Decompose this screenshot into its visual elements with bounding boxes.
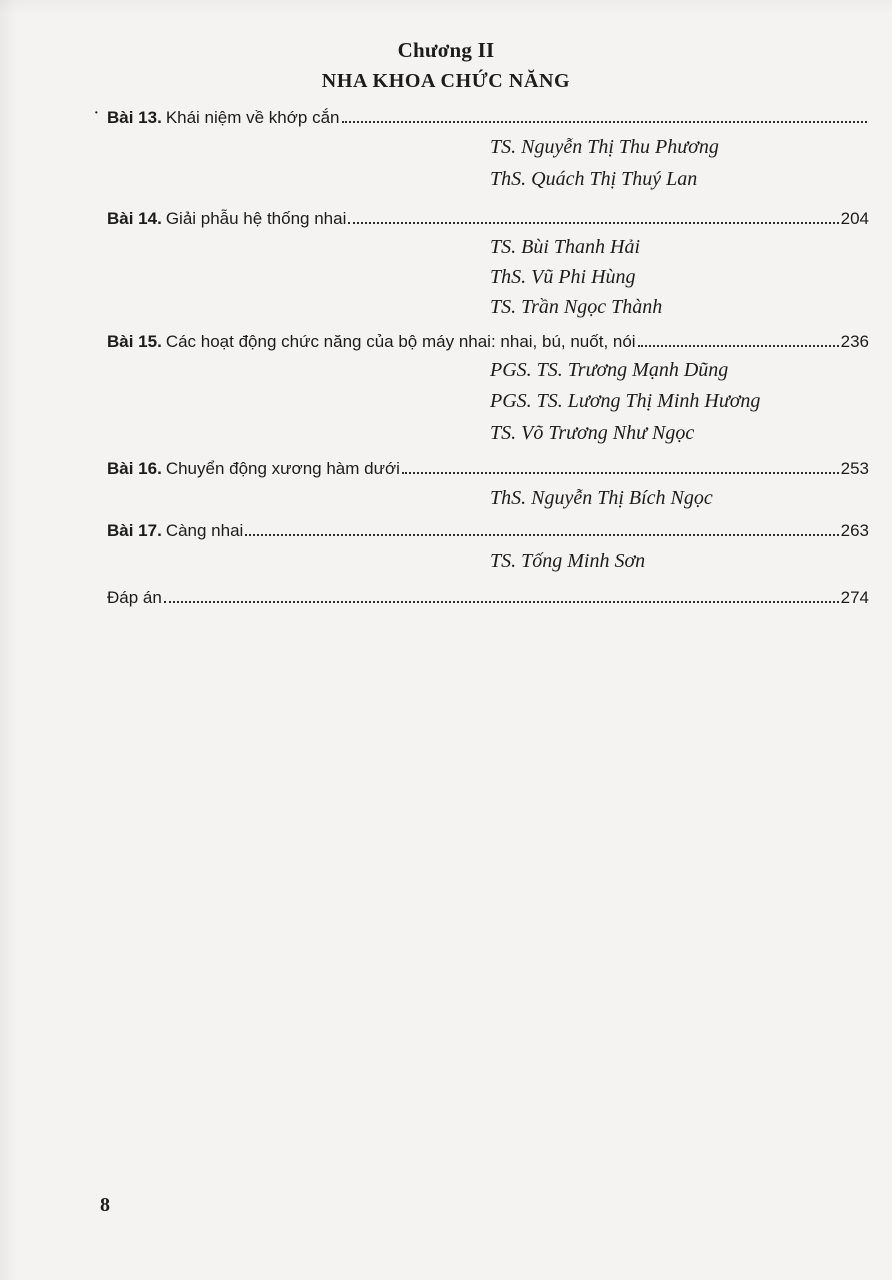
entry-label: Bài 14. xyxy=(107,209,162,228)
entry-label: Bài 13. xyxy=(107,108,162,127)
entry-page-number: 236 xyxy=(840,332,869,351)
dot-leader xyxy=(402,471,839,474)
toc-entry-14 xyxy=(107,209,869,235)
toc-entry-answers xyxy=(107,588,869,614)
entry-page-number: 263 xyxy=(840,521,869,540)
author-line: ThS. Quách Thị Thuý Lan xyxy=(490,168,698,190)
chapter-title: NHA KHOA CHỨC NĂNG xyxy=(321,70,571,92)
dot-leader xyxy=(342,120,868,123)
author-line: ThS. Vũ Phi Hùng xyxy=(490,266,636,288)
stray-mark: · xyxy=(94,106,99,121)
author-line: TS. Nguyễn Thị Thu Phương xyxy=(490,136,719,158)
entry-page-number: 253 xyxy=(840,459,869,478)
chapter-label: Chương II xyxy=(397,38,495,62)
toc-entry-17 xyxy=(107,521,869,547)
toc-entry-16 xyxy=(107,459,869,485)
entry-page-number: 204 xyxy=(840,209,869,228)
entry-title: Các hoạt động chức năng của bộ máy nhai: nhai, bú, nuốt, nói xyxy=(165,332,636,351)
dot-leader xyxy=(348,221,838,224)
entry-label: Bài 16. xyxy=(107,459,162,478)
author-line: PGS. TS. Trương Mạnh Dũng xyxy=(490,359,729,381)
toc-entry-13 xyxy=(107,108,869,134)
author-line: TS. Võ Trương Như Ngọc xyxy=(490,422,695,444)
entry-title: Đáp án xyxy=(107,588,162,607)
entry-title: Giải phẫu hệ thống nhai xyxy=(165,209,347,228)
entry-label: Bài 15. xyxy=(107,332,162,351)
author-line: ThS. Nguyễn Thị Bích Ngọc xyxy=(490,487,713,509)
entry-label: Bài 17. xyxy=(107,521,162,540)
author-line: TS. Bùi Thanh Hải xyxy=(490,236,641,258)
dot-leader xyxy=(638,344,839,347)
entry-title: Chuyển động xương hàm dưới xyxy=(165,459,400,478)
author-line: TS. Tống Minh Sơn xyxy=(490,550,646,572)
toc-entry-15 xyxy=(107,332,869,358)
entry-page-number: 274 xyxy=(840,588,869,607)
dot-leader xyxy=(164,600,839,603)
entry-title: Khái niệm về khớp cắn xyxy=(165,108,340,127)
page-number: 8 xyxy=(100,1194,110,1216)
dot-leader xyxy=(245,533,838,536)
entry-title: Càng nhai xyxy=(165,521,244,540)
author-line: TS. Trần Ngọc Thành xyxy=(490,296,663,318)
author-line: PGS. TS. Lương Thị Minh Hương xyxy=(490,390,761,412)
